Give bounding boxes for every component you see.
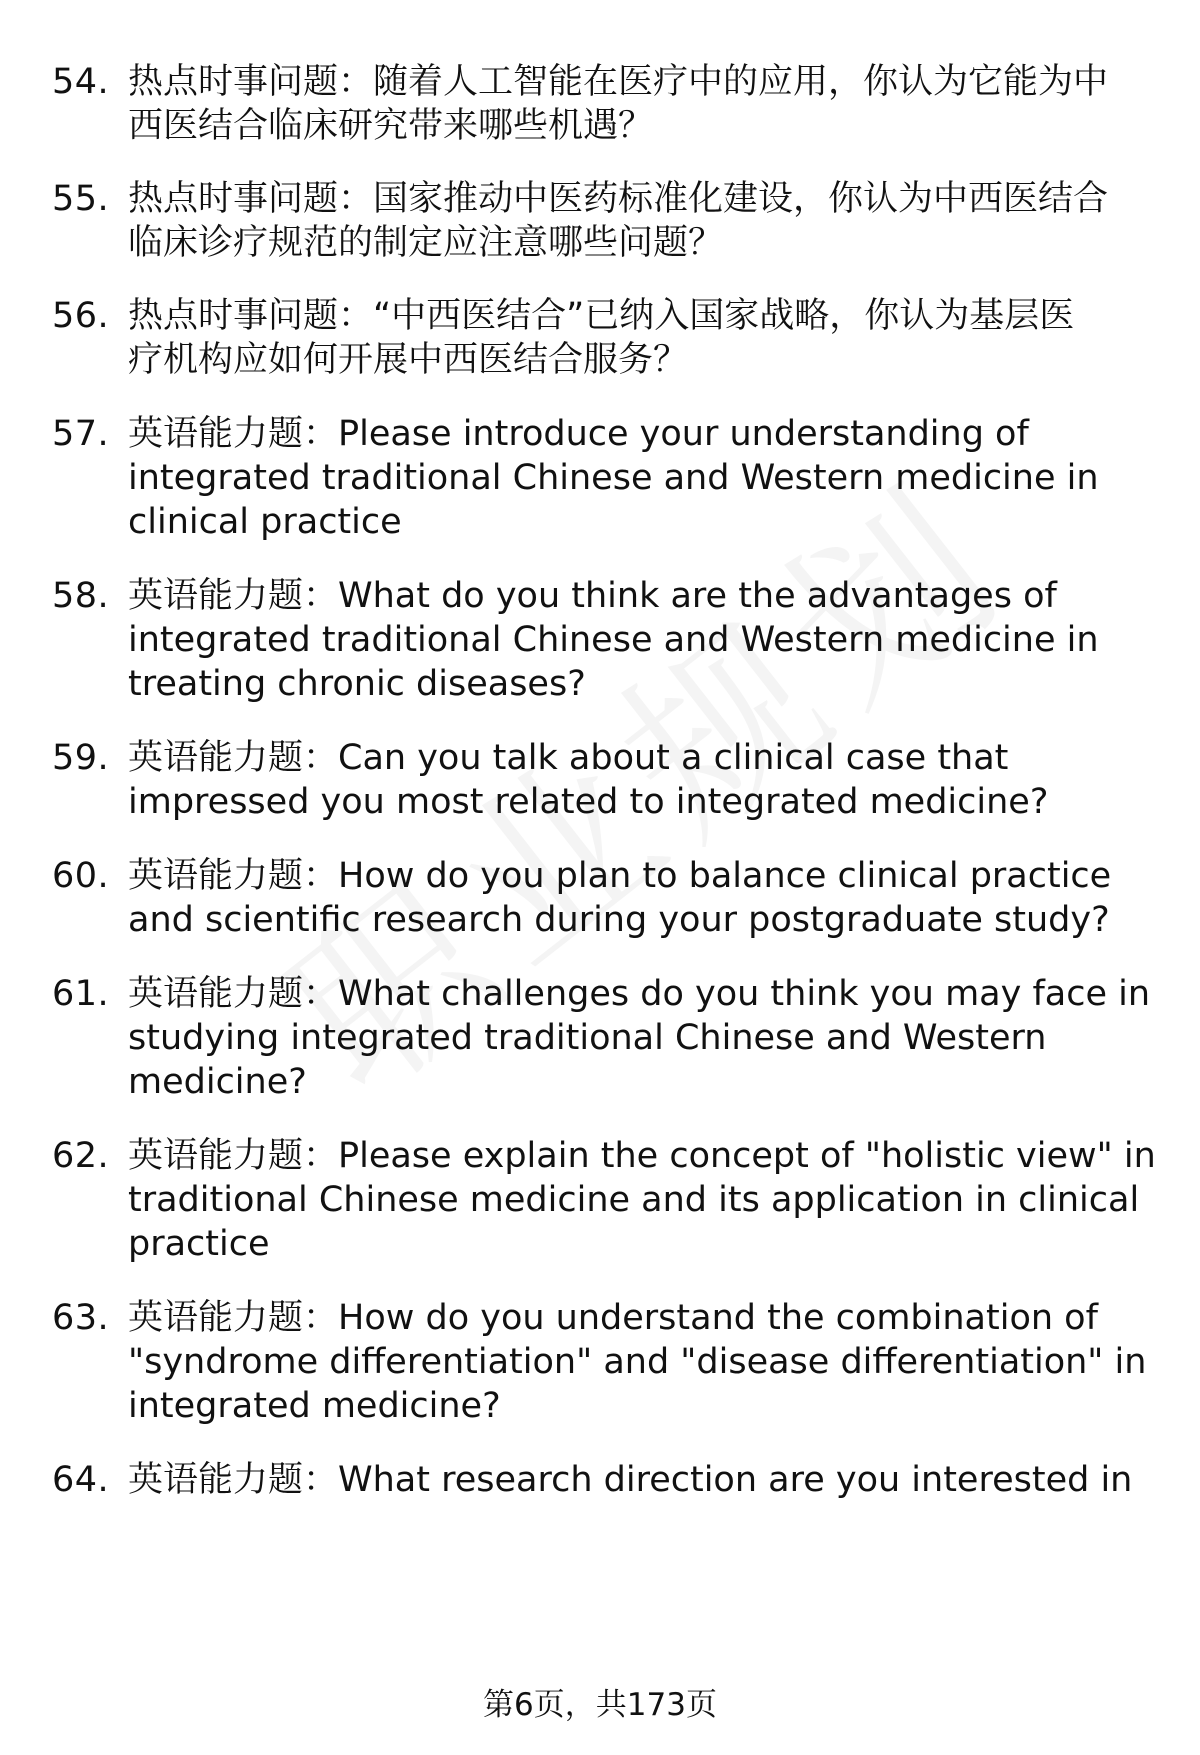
question-number: 54. [52,62,110,102]
question-text-line: impressed you most related to integrated medicine? [128,782,1049,822]
question-number: 62. [52,1136,110,1176]
question-text-line: 临床诊疗规范的制定应注意哪些问题？ [128,223,724,263]
question-number: 55. [52,179,110,219]
question-text-line: 英语能力题：Please explain the concept of "holistic view" in [128,1136,1156,1176]
question-number: 56. [52,296,110,336]
question-text-line: treating chronic diseases? [128,664,586,704]
question-text-line: 英语能力题：Please introduce your understanding of [128,414,1029,454]
question-text-line: clinical practice [128,502,402,542]
question-text-line: 英语能力题：What do you think are the advantages of [128,576,1057,616]
question-text-line: 热点时事问题：“中西医结合”已纳入国家战略，你认为基层医 [128,296,1075,336]
page-footer: 第6页，共173页 [483,1687,717,1723]
question-text-line: 英语能力题：What challenges do you think you may face in [128,974,1151,1014]
question-number: 57. [52,414,110,454]
question-number: 59. [52,738,110,778]
question-text-line: integrated traditional Chinese and Western medicine in [128,620,1099,660]
question-text-line: 英语能力题：How do you understand the combination of [128,1298,1098,1338]
question-text-line: practice [128,1224,270,1264]
question-text-line: "syndrome differentiation" and "disease differentiation" in [128,1342,1147,1382]
question-text-line: and scientific research during your postgraduate study? [128,900,1110,940]
question-text-line: 英语能力题：Can you talk about a clinical case that [128,738,1009,778]
question-text-line: 热点时事问题：随着人工智能在医疗中的应用，你认为它能为中 [128,62,1109,102]
question-text-line: 英语能力题：How do you plan to balance clinical practice [128,856,1112,896]
question-text-line: 西医结合临床研究带来哪些机遇？ [128,106,654,146]
question-text-line: 热点时事问题：国家推动中医药标准化建设，你认为中西医结合 [128,179,1109,219]
question-text-line: 英语能力题：What research direction are you interested in [128,1460,1133,1500]
question-text-line: studying integrated traditional Chinese and Western [128,1018,1047,1058]
question-text-line: 疗机构应如何开展中西医结合服务？ [128,340,689,380]
question-number: 64. [52,1460,110,1500]
question-text-line: integrated traditional Chinese and Western medicine in [128,458,1099,498]
question-number: 60. [52,856,110,896]
question-text-line: traditional Chinese medicine and its application in clinical [128,1180,1140,1220]
question-text-line: medicine? [128,1062,307,1102]
question-text-line: integrated medicine? [128,1386,501,1426]
question-number: 58. [52,576,110,616]
question-number: 63. [52,1298,110,1338]
question-number: 61. [52,974,110,1014]
